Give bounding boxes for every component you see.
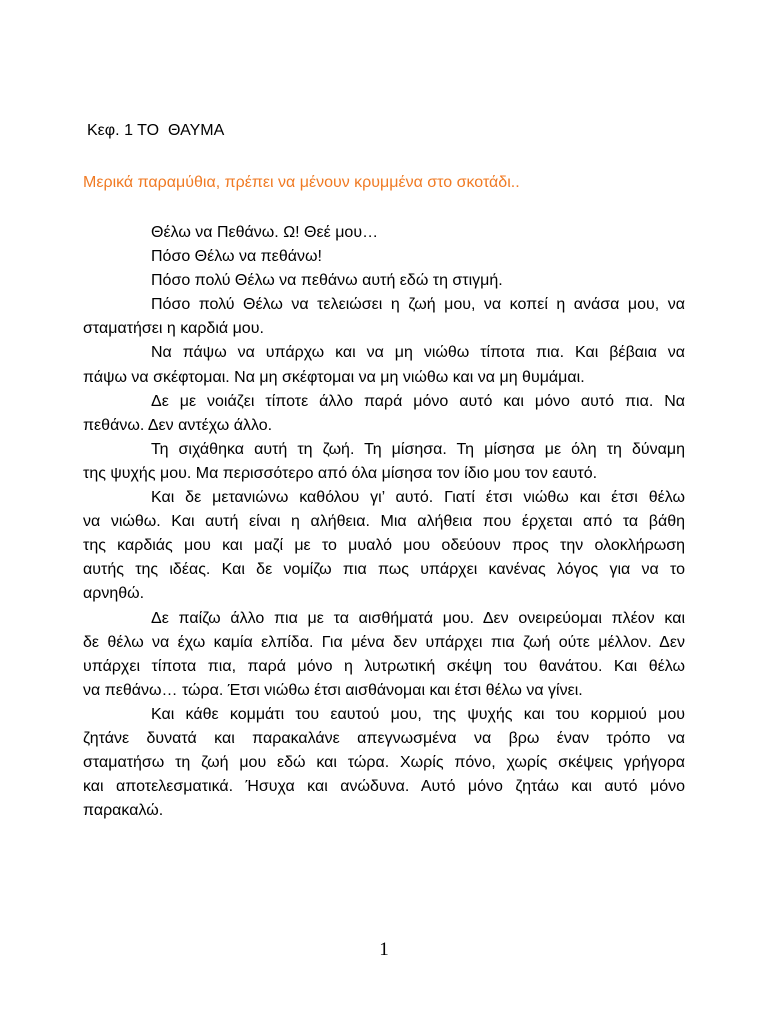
text-line: αρνηθώ. <box>83 585 145 603</box>
text-line: Τη σιχάθηκα αυτή τη ζωή. Τη μίσησα. Τη μίσησα με όλη τη δύναμη <box>151 440 685 458</box>
epigraph: Μερικά παραμύθια, πρέπει να μένουν κρυμμένα στο σκοτάδι.. <box>83 174 520 191</box>
text-line: Θέλω να Πεθάνω. Ω! Θεέ μου… <box>151 224 379 241</box>
text-line: σταματήσει η καρδιά μου. <box>83 320 264 338</box>
text-line: δε θέλω να έχω καμία ελπίδα. Για μένα δεν υπάρχει πια ζωή ούτε μέλλον. Δεν <box>83 633 685 651</box>
text-line: αυτής της ιδέας. Και δε νομίζω πια πως υπάρχει κανένας λόγος για να το <box>83 561 685 579</box>
text-line: και αποτελεσματικά. Ήσυχα και ανώδυνα. Αυτό μόνο ζητάω και αυτό μόνο <box>83 778 685 796</box>
text-line: Δε παίζω άλλο πια με τα αισθήματά μου. Δεν ονειρεύομαι πλέον και <box>151 609 685 627</box>
body-text <box>83 221 685 823</box>
text-line: της ψυχής μου. Μα περισσότερο από όλα μίσησα τον ίδιο μου τον εαυτό. <box>83 464 598 482</box>
text-line: πεθάνω. Δεν αντέχω άλλο. <box>83 416 273 434</box>
text-line: Δε με νοιάζει τίποτε άλλο παρά μόνο αυτό και μόνο αυτό πια. Να <box>151 392 685 410</box>
text-line: υπάρχει τίποτα πια, παρά μόνο η λυτρωτική σκέψη του θανάτου. Και θέλω <box>83 657 685 675</box>
text-line: Και κάθε κομμάτι του εαυτού μου, της ψυχής και του κορμιού μου <box>151 705 685 723</box>
text-line: Και δε μετανιώνω καθόλου γι’ αυτό. Γιατί έτσι νιώθω και έτσι θέλω <box>151 489 685 507</box>
text-line: της καρδιάς μου και μαζί με το μυαλό μου οδεύουν προς την ολοκλήρωση <box>83 537 685 555</box>
text-line: Πόσο πολύ Θέλω να πεθάνω αυτή εδώ τη στιγμή. <box>151 272 503 290</box>
page-number: 1 <box>379 939 389 960</box>
text-line: Πόσο Θέλω να πεθάνω! <box>151 248 322 266</box>
text-line: Πόσο πολύ Θέλω να τελειώσει η ζωή μου, να κοπεί η ανάσα μου, να <box>151 296 685 314</box>
text-line: να πεθάνω… τώρα. Έτσι νιώθω έτσι αισθάνομαι και έτσι θέλω να γίνει. <box>83 681 583 699</box>
text-line: πάψω να σκέφτομαι. Να μη σκέφτομαι να μη νιώθω και να μη θυμάμαι. <box>83 368 585 386</box>
text-line: σταματήσω τη ζωή μου εδώ και τώρα. Χωρίς πόνο, χωρίς σκέψεις γρήγορα <box>83 754 685 772</box>
text-line: παρακαλώ. <box>83 802 164 820</box>
text-line: ζητάνε δυνατά και παρακαλάνε απεγνωσμένα να βρω έναν τρόπο να <box>83 729 685 747</box>
chapter-heading: Κεφ. 1 ΤΟ ΘΑΥΜΑ <box>87 122 225 139</box>
text-line: να νιώθω. Και αυτή είναι η αλήθεια. Μια αλήθεια που έρχεται από τα βάθη <box>83 513 685 531</box>
text-line: Να πάψω να υπάρχω και να μη νιώθω τίποτα πια. Και βέβαια να <box>151 344 685 362</box>
